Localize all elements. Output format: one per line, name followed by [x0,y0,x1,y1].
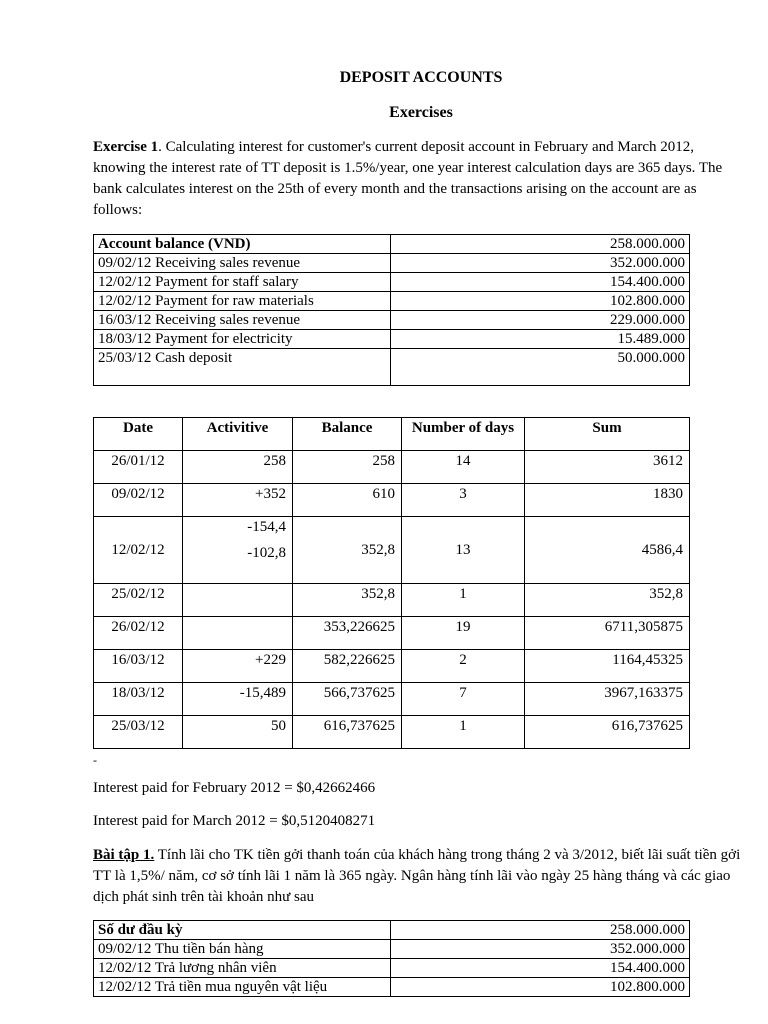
cell-activity: -15,489 [183,683,293,716]
cell-days: 1 [402,584,525,617]
cell-balance: 353,226625 [293,617,402,650]
cell-activity [183,584,293,617]
account-label: Account balance (VND) [94,235,391,254]
cell-days: 14 [402,451,525,484]
interest-march: Interest paid for March 2012 = $0,5120408271 [93,813,376,829]
cell-sum: 616,737625 [525,716,690,749]
table-row [94,584,690,617]
cell-activity-line: -102,8 [247,545,286,561]
account-value: 102.800.000 [391,978,690,997]
cell-days: 7 [402,683,525,716]
cell-activity: 258 [183,451,293,484]
table-row [94,517,690,584]
exercise-1-label: Exercise 1 [93,139,159,155]
cell-activity [183,617,293,650]
table-row [94,716,690,749]
account-label: 12/02/12 Payment for raw materials [94,292,391,311]
column-header-date: Date [94,418,183,451]
cell-balance: 616,737625 [293,716,402,749]
table-row [94,650,690,683]
table-row [94,273,690,292]
cell-sum: 4586,4 [525,517,690,584]
cell-date: 18/03/12 [94,683,183,716]
cell-sum: 3612 [525,451,690,484]
account-label: 16/03/12 Receiving sales revenue [94,311,391,330]
exercise-1-vi-label: Bài tập 1. [93,847,155,863]
column-header-sum: Sum [525,418,690,451]
cell-activity: +352 [183,484,293,517]
interest-february: Interest paid for February 2012 = $0,42662466 [93,780,376,796]
cell-balance: 352,8 [293,517,402,584]
column-header-days: Number of days [402,418,525,451]
account-label: 12/02/12 Trả lương nhân viên [94,959,391,978]
account-label: 12/02/12 Payment for staff salary [94,273,391,292]
account-value: 258.000.000 [391,235,690,254]
account-value: 102.800.000 [391,292,690,311]
interest-calculation-table [93,417,690,749]
account-value: 352.000.000 [391,940,690,959]
table-row [94,349,690,386]
account-label: 12/02/12 Trả tiền mua nguyên vật liệu [94,978,391,997]
table-row [94,683,690,716]
account-value: 50.000.000 [391,349,690,386]
cell-balance: 610 [293,484,402,517]
cell-days: 13 [402,517,525,584]
cell-activity [183,517,293,584]
exercise-1-text: . Calculating interest for customer's current deposit account in February and March 2012, knowing the interest rate of TT deposit is 1.5%/year, one year interest calculation days are 365 days. The bank calculates interest on the 25th of every month and the transactions arising on the account are as follows: [93,139,723,218]
document-title: DEPOSIT ACCOUNTS [339,69,503,86]
account-label: Số dư đầu kỳ [94,921,391,940]
cell-sum: 1830 [525,484,690,517]
account-label: 09/02/12 Thu tiền bán hàng [94,940,391,959]
column-header-balance: Balance [293,418,402,451]
cell-date: 12/02/12 [94,517,183,584]
cell-days: 2 [402,650,525,683]
cell-date: 26/01/12 [94,451,183,484]
document-subtitle: Exercises [389,104,453,121]
account-label: 09/02/12 Receiving sales revenue [94,254,391,273]
account-value: 229.000.000 [391,311,690,330]
cell-sum: 352,8 [525,584,690,617]
cell-date: 25/03/12 [94,716,183,749]
cell-balance: 352,8 [293,584,402,617]
exercise-1-vi-text: Tính lãi cho TK tiền gởi thanh toán của khách hàng trong tháng 2 và 3/2012, biết lãi suất tiền gởi TT là 1,5%/ năm, cơ sở tính lãi 1 năm là 365 ngày. Ngân hàng tính lãi vào ngày 25 hàng tháng và các giao dịch phát sinh trên tài khoản như sau [93,847,741,905]
cell-days: 19 [402,617,525,650]
cell-days: 3 [402,484,525,517]
cell-date: 26/02/12 [94,617,183,650]
table-row [94,617,690,650]
cell-days: 1 [402,716,525,749]
table-row [94,254,690,273]
account-label: 18/03/12 Payment for electricity [94,330,391,349]
exercise-1-paragraph [93,137,748,221]
account-value: 154.400.000 [391,959,690,978]
cell-date: 25/02/12 [94,584,183,617]
cell-activity: 50 [183,716,293,749]
column-header-activity: Activitive [183,418,293,451]
account-value: 154.400.000 [391,273,690,292]
table-row [94,451,690,484]
table-row [94,292,690,311]
account-value: 258.000.000 [391,921,690,940]
cell-sum: 6711,305875 [525,617,690,650]
table-row [94,311,690,330]
cell-sum: 3967,163375 [525,683,690,716]
exercise-1-vi-paragraph [93,845,748,908]
account-transactions-table-vi [93,920,690,997]
cell-activity-line: -154,4 [247,519,286,535]
dash-mark: - [93,753,97,767]
account-label: 25/03/12 Cash deposit [94,349,391,386]
table-row [94,978,690,997]
cell-date: 09/02/12 [94,484,183,517]
table-row [94,235,690,254]
table-row [94,484,690,517]
table-row [94,959,690,978]
cell-date: 16/03/12 [94,650,183,683]
account-transactions-table-en [93,234,690,386]
account-value: 15.489.000 [391,330,690,349]
cell-balance: 582,226625 [293,650,402,683]
cell-balance: 258 [293,451,402,484]
table-row [94,940,690,959]
cell-balance: 566,737625 [293,683,402,716]
cell-sum: 1164,45325 [525,650,690,683]
account-value: 352.000.000 [391,254,690,273]
table-row [94,921,690,940]
cell-activity: +229 [183,650,293,683]
table-row [94,330,690,349]
table-header-row [94,418,690,451]
